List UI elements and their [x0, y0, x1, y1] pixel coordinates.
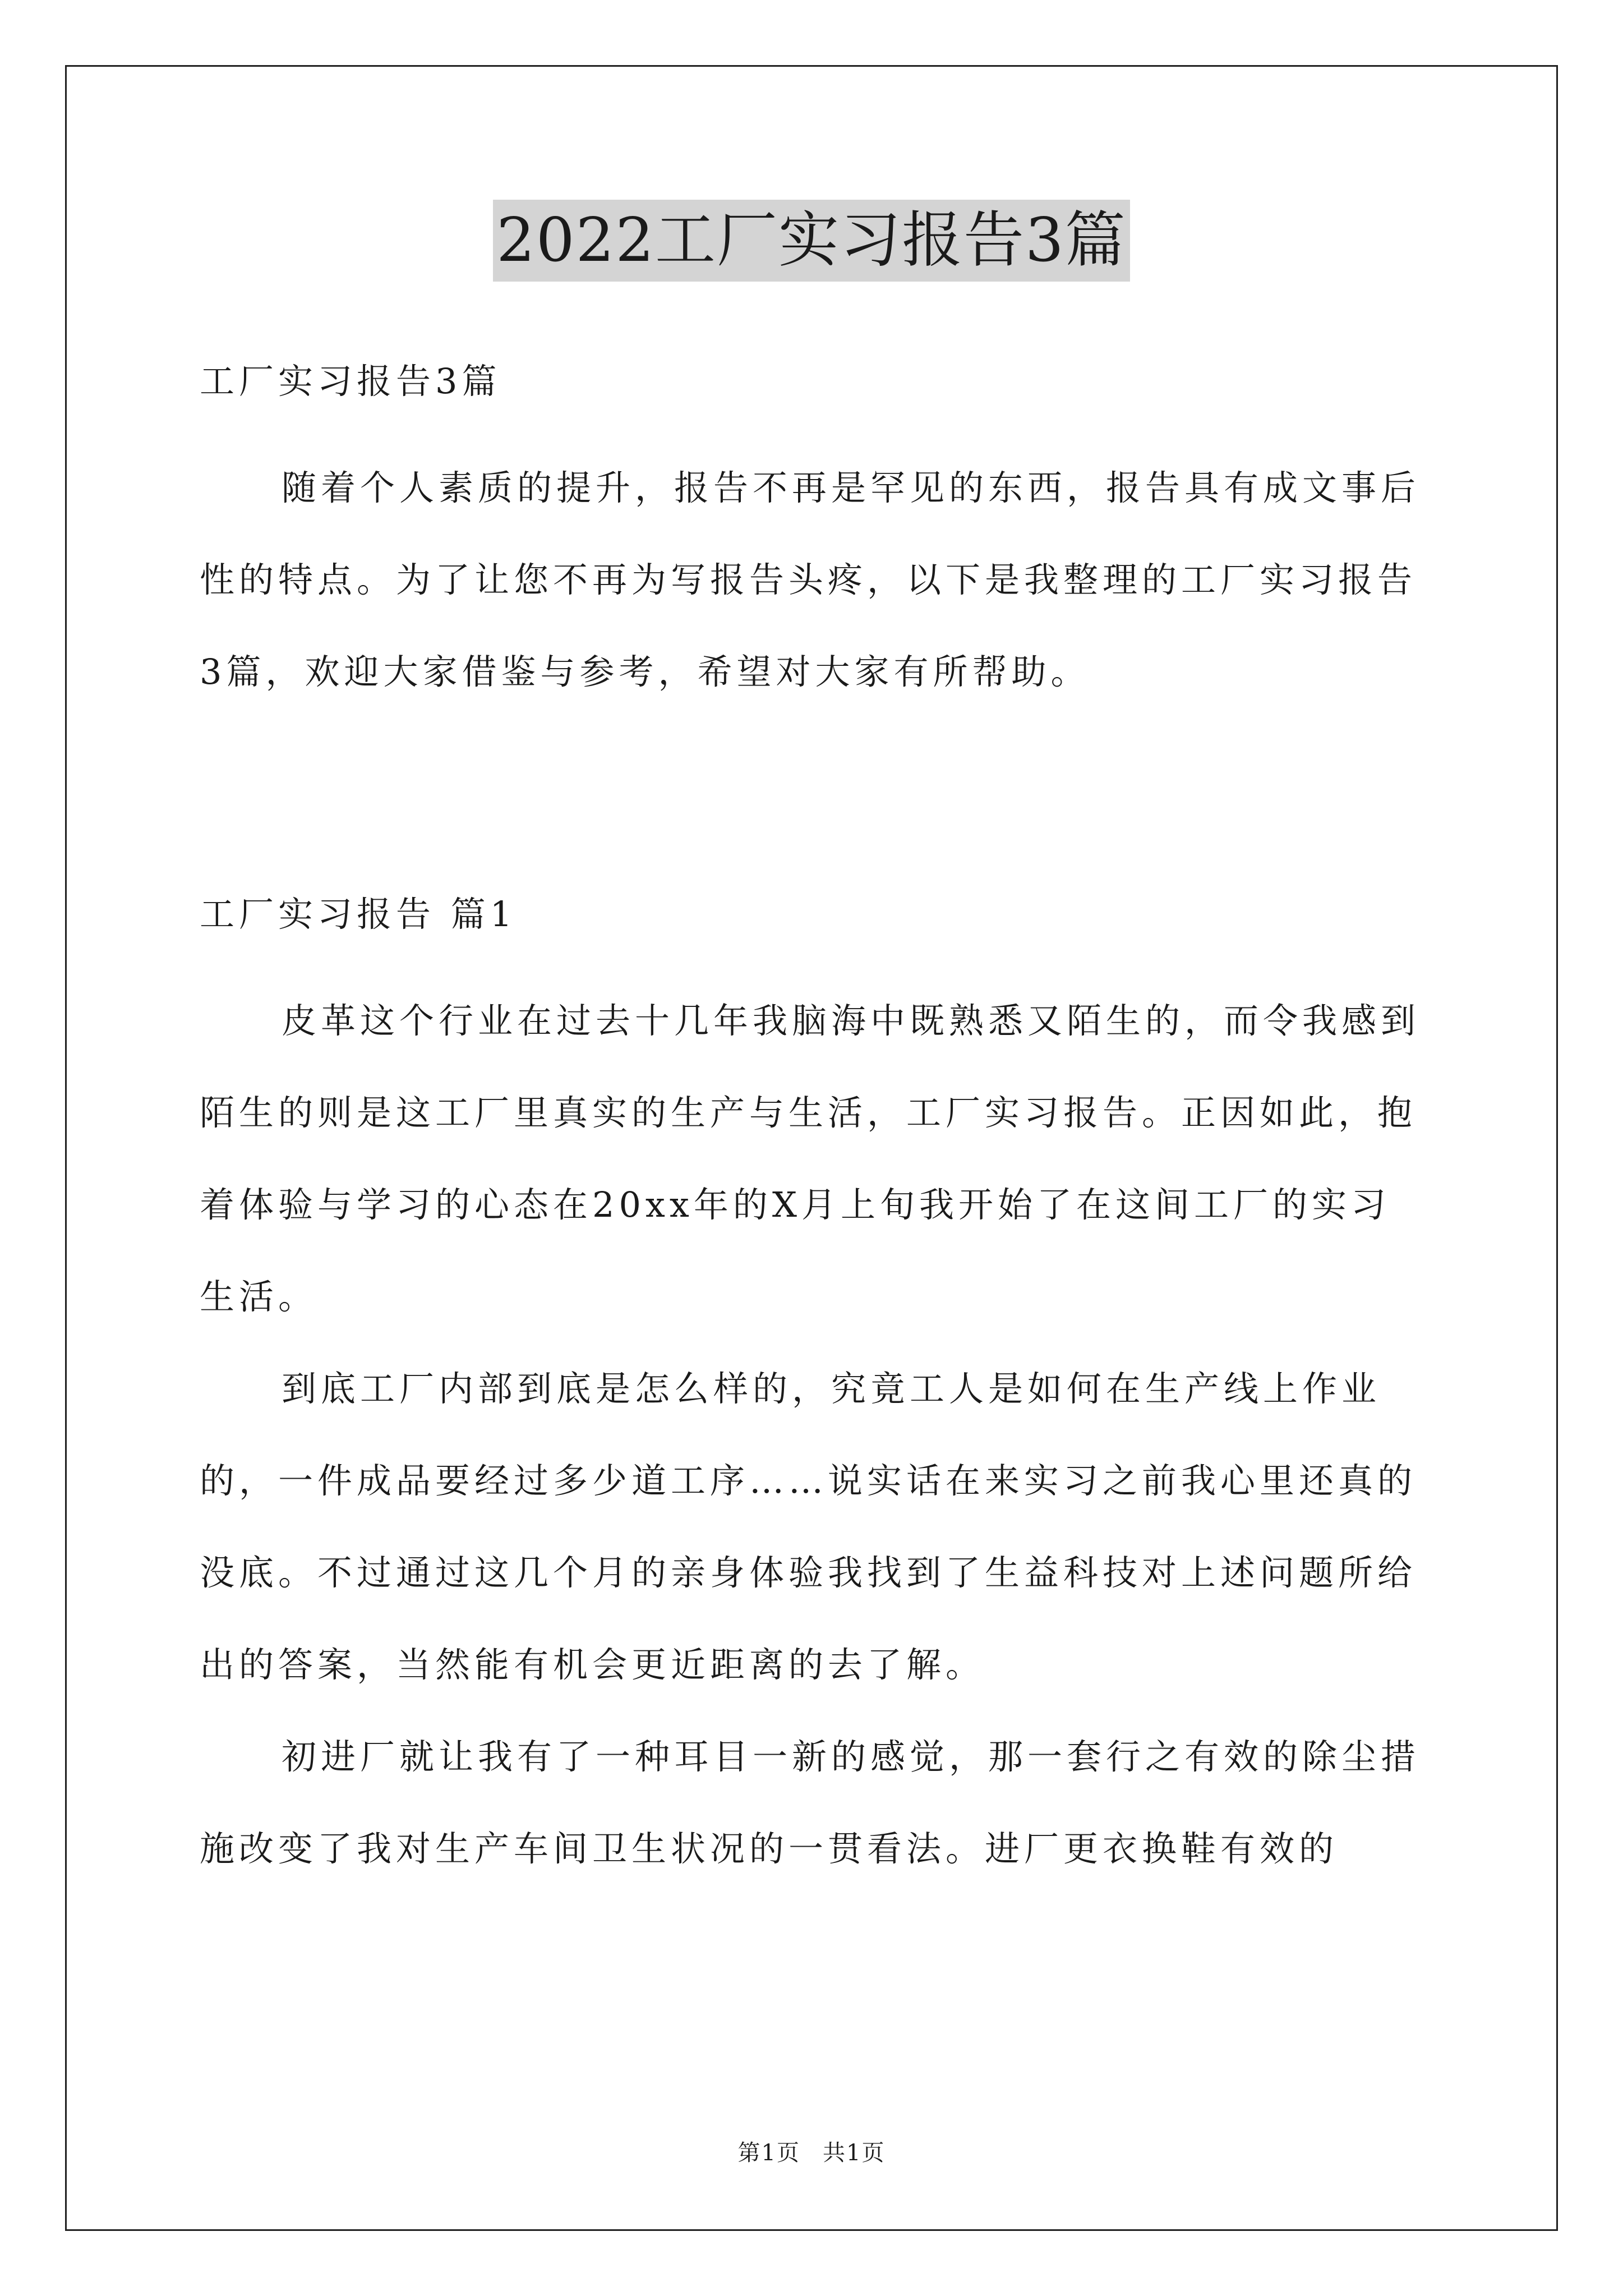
document-subtitle: 工厂实习报告3篇 [200, 361, 501, 402]
body-paragraph-2: 到底工厂内部到底是怎么样的，究竟工人是如何在生产线上作业的，一件成品要经过多少道工序……说实话在来实习之前我心里还真的没底。不过通过这几个月的亲身体验我找到了生益科技对上述问题所给出的答案，当然能有机会更近距离的去了解。 [200, 1368, 1417, 1685]
body-paragraph-1: 皮革这个行业在过去十几年我脑海中既熟悉又陌生的，而令我感到陌生的则是这工厂里真实的生产与生活，工厂实习报告。正因如此，抱着体验与学习的心态在20xx年的X月上旬我开始了在这间工厂的实习生活。 [200, 1000, 1421, 1317]
document-title: 2022工厂实习报告3篇 [493, 200, 1130, 282]
page-total: 共1页 [823, 2140, 886, 2166]
page-number: 第1页 [737, 2140, 800, 2166]
section-heading: 工厂实习报告 篇1 [200, 894, 517, 935]
page-footer [0, 2135, 1623, 2167]
section-body [200, 975, 1428, 1895]
title-container [0, 200, 1623, 282]
body-paragraph-3: 初进厂就让我有了一种耳目一新的感觉，那一套行之有效的除尘措施改变了我对生产车间卫生状况的一贯看法。进厂更衣换鞋有效的 [200, 1736, 1421, 1869]
intro-paragraph: 随着个人素质的提升，报告不再是罕见的东西，报告具有成文事后性的特点。为了让您不再为写报告头疼，以下是我整理的工厂实习报告3篇，欢迎大家借鉴与参考，希望对大家有所帮助。 [200, 467, 1421, 692]
intro-block [200, 442, 1428, 718]
